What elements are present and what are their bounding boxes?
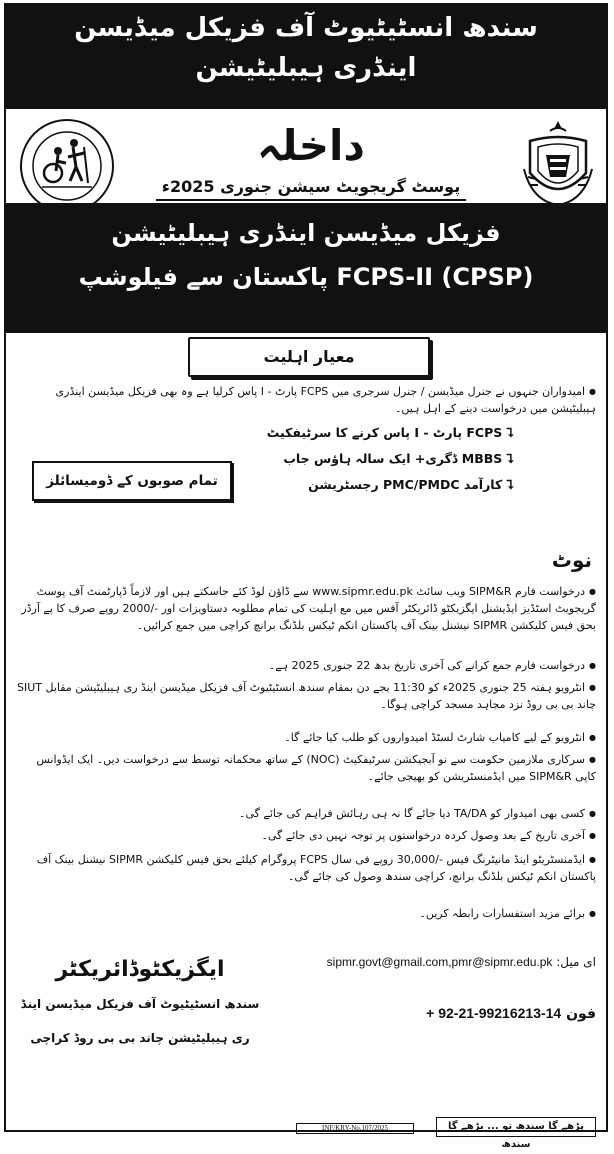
- session-subtitle: پوسٹ گریجویٹ سیشن جنوری 2025ء: [156, 177, 466, 201]
- reference-number: INF/KRY-No.107/2025: [296, 1123, 414, 1134]
- header-line-1: سندھ انسٹیٹیوٹ آف فزیکل میڈیسن: [74, 13, 538, 43]
- admission-title: داخلہ: [257, 121, 365, 170]
- email-value[interactable]: sipmr.govt@gmail.com,pmr@sipmr.edu.pk: [326, 955, 553, 969]
- note-item: ● انٹرویو ہفتہ 25 جنوری 2025ء کو 11:30 بجے دن بمقام سندھ انسٹیٹیوٹ آف فزیکل میڈیسن اینڈ ری ہیبلیٹیشن مقابل SIUT چاند بی بی روڈ نزد مجاہد مسجد کراچی ہوگا۔: [16, 679, 596, 713]
- note-item: ● ایڈمنسٹریٹو اینڈ مانیٹرنگ فیس -/30,000 روپے فی سال FCPS پروگرام کیلئے بحق فیس کلیکشن SIPMR نیشنل بینک آف پاکستان انکم ٹیکس بلڈنگ برانچ، کراچی سندھ وصول کی جائے گی۔: [16, 851, 596, 885]
- note-heading: نوٹ: [551, 548, 592, 572]
- phone-line: [426, 1005, 596, 1022]
- sindh-government-emblem: [520, 119, 596, 207]
- note-item: ● آخری تاریخ کے بعد وصول کردہ درخواستوں پر توجہ نہیں دی جائے گی۔: [16, 827, 596, 844]
- signature-line-1: سندھ انسٹیٹیوٹ آف فزیکل میڈیسن اینڈ: [20, 997, 260, 1011]
- note-item: ● درخواست فارم SIPM&R ویب سائٹ www.sipmr.edu.pk سے ڈاؤن لوڈ کئے جاسکتے ہیں اور لازماً ڈپارٹمنٹ آف پوسٹ گریجویٹ اسٹڈیز ایڈیشنل ایگزیکٹو ڈائریکٹر آفس میں مع اہلیت کی تمام مطلوبہ دستاویزات اور -/2000 روپے صرف کا پے آرڈر بحق فیس کلیکشن SIPMR نیشنل بینک آف پاکستان انکم ٹیکس بلڈنگ برانچ کراچی میں جمع کرائیں۔: [16, 583, 596, 634]
- signature-line-2: ری ہیبلیٹیشن چاند بی بی روڈ کراچی: [30, 1031, 250, 1045]
- phone-value[interactable]: + 92-21-99216213-14: [426, 1005, 562, 1021]
- requirement-item: ⮧ کارآمد PMC/PMDC رجسٹریشن: [308, 477, 514, 492]
- note-item: ● انٹرویو کے لیے کامیاب شارٹ لسٹڈ امیدواروں کو طلب کیا جائے گا۔: [16, 729, 596, 746]
- note-item: ● برائے مزید استفسارات رابطہ کریں۔: [16, 905, 596, 922]
- advertisement-page: [4, 3, 608, 1150]
- phone-label: فون: [566, 1006, 596, 1022]
- note-item: ● درخواست فارم جمع کرانے کی آخری تاریخ بدھ 22 جنوری 2025 ہے۔: [16, 657, 596, 674]
- email-line: [327, 955, 596, 969]
- header-line-2: اینڈری ہیبلیٹیشن: [195, 53, 417, 83]
- pmr-department-logo: [18, 117, 116, 215]
- eligibility-intro: ● امیدواران جنہوں نے جنرل میڈیسن / جنرل سرجری میں FCPS پارٹ - I پاس کرلیا ہے وہ بھی فزیکل میڈیسن اینڈری ہیبلیٹیشن میں درخواست دینے کے اہل ہیں۔: [16, 383, 596, 417]
- eligibility-heading: معیار اہلیت: [188, 337, 430, 377]
- note-item: ● کسی بھی امیدوار کو TA/DA دیا جائے گا نہ ہی رہائش فراہم کی جائے گی۔: [16, 805, 596, 822]
- requirement-item: ⮧ MBBS ڈگری+ ایک سالہ ہاؤس جاب: [283, 451, 514, 466]
- institute-header: [6, 5, 606, 109]
- signature-title: ایگزیکٹوڈائریکٹر: [55, 957, 225, 982]
- requirement-item: ⮧ FCPS پارٹ - I پاس کرنے کا سرٹیفکیٹ: [266, 425, 514, 440]
- program-line-1: فزیکل میڈیسن اینڈری ہیبلیٹیشن: [111, 219, 501, 247]
- email-label: ای میل:: [556, 955, 596, 969]
- program-line-2: FCPS-II (CPSP) پاکستان سے فیلوشپ: [78, 263, 534, 291]
- note-item: ● سرکاری ملازمین حکومت سے نو آبجیکشن سرٹیفکیٹ (NOC) کے ساتھ محکمانہ توسط سے درخواست دیں۔ ایک ایڈوانس کاپی SIPM&R میں ایڈمنسٹریشن کو بھیجی جائے۔: [16, 751, 596, 785]
- program-band: [6, 203, 606, 333]
- footer-slogan: پڑھے گا سندھ تو ... بڑھے گا سندھ: [436, 1117, 596, 1137]
- domicile-box: تمام صوبوں کے ڈومیسائلز: [32, 461, 232, 501]
